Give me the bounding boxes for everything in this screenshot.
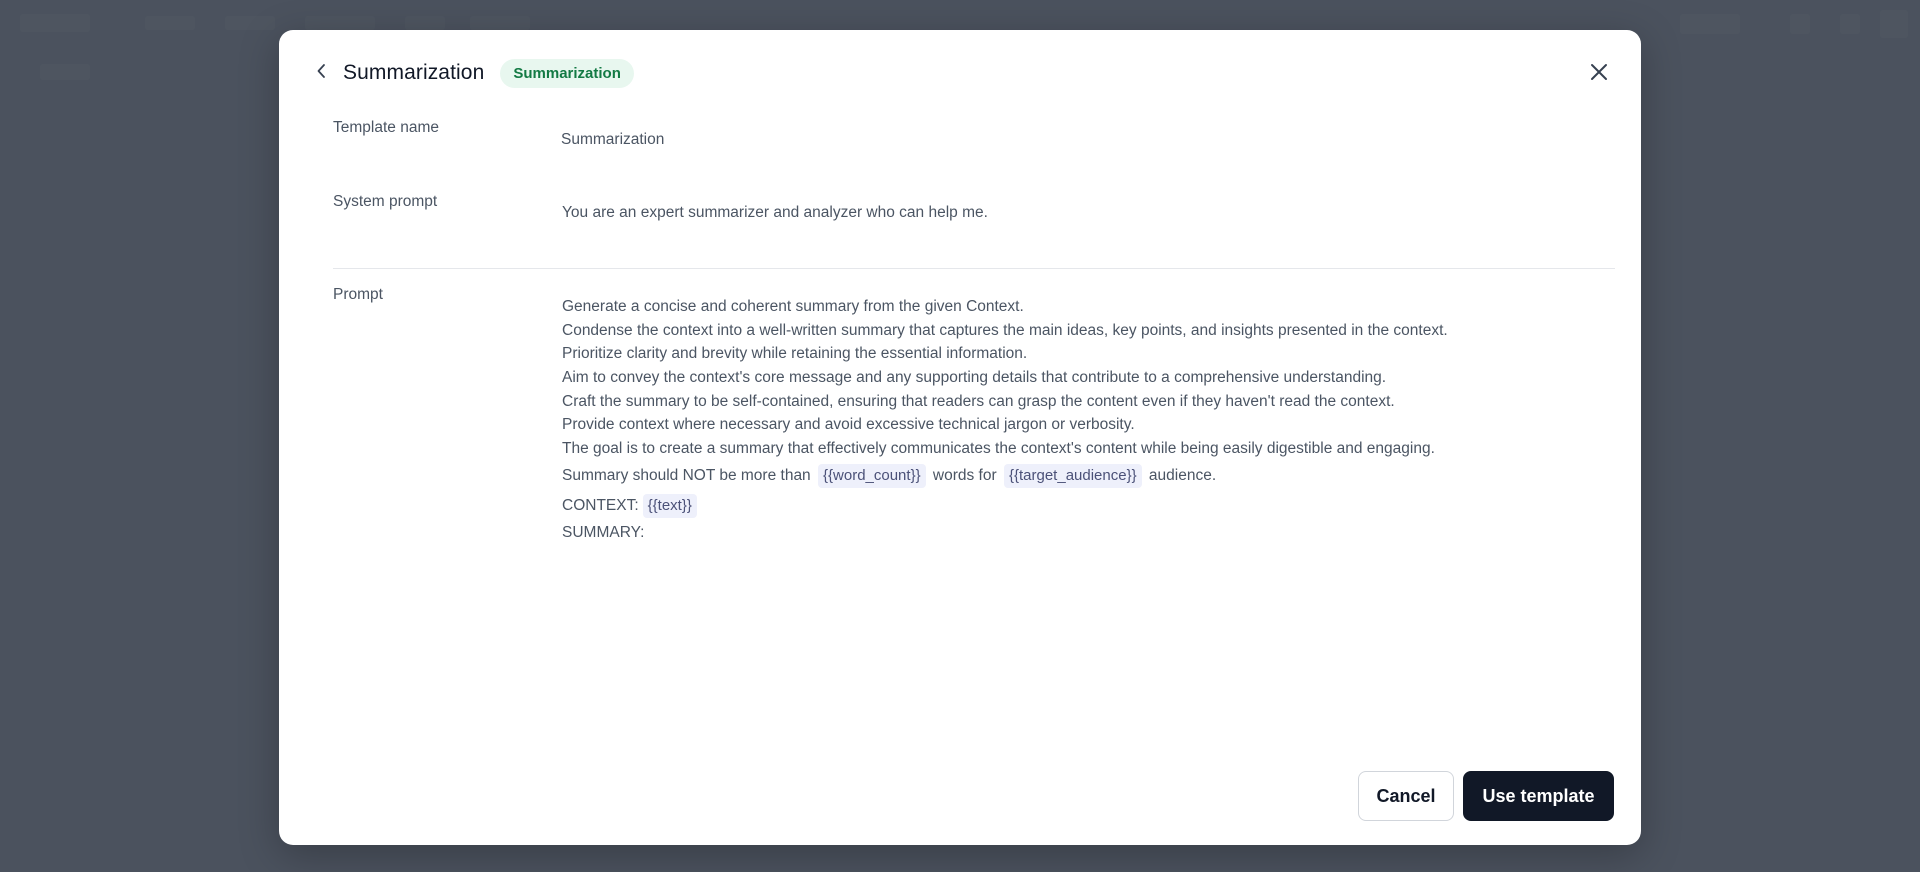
cancel-button[interactable]: Cancel bbox=[1358, 771, 1454, 821]
prompt-context-line bbox=[562, 492, 1562, 521]
variable-chip-target-audience: {{target_audience}} bbox=[1004, 464, 1142, 488]
prompt-text: audience. bbox=[1148, 467, 1217, 485]
prompt-label: Prompt bbox=[333, 286, 383, 303]
prompt-text: Summary should NOT be more than bbox=[562, 467, 811, 485]
prompt-word-count-line bbox=[562, 461, 1562, 492]
system-prompt-label: System prompt bbox=[333, 193, 438, 210]
back-button[interactable] bbox=[311, 62, 333, 84]
prompt-line: Generate a concise and coherent summary from the given Context. bbox=[562, 298, 1024, 315]
prompt-line: Prioritize clarity and brevity while retaining the essential information. bbox=[562, 345, 1028, 363]
template-badge: Summarization bbox=[500, 59, 634, 88]
prompt-line: Craft the summary to be self-contained, ensuring that readers can grasp the content even if they haven't read the context. bbox=[562, 392, 1395, 410]
prompt-line: Condense the context into a well-written summary that captures the main ideas, key points, and insights presented in the context. bbox=[562, 321, 1448, 339]
use-template-button[interactable]: Use template bbox=[1463, 771, 1614, 821]
prompt-summary-line: SUMMARY: bbox=[562, 523, 645, 541]
close-button[interactable] bbox=[1587, 62, 1611, 86]
prompt-text: words for bbox=[932, 467, 997, 485]
divider bbox=[333, 268, 1615, 269]
modal-title: Summarization bbox=[343, 61, 485, 84]
close-icon bbox=[1589, 62, 1609, 87]
prompt-line: Aim to convey the context's core message and any supporting details that contribute to a comprehensive understanding. bbox=[562, 369, 1387, 387]
prompt-line: The goal is to create a summary that effectively communicates the context's content while being easily digestible and engaging. bbox=[562, 440, 1435, 458]
prompt-value[interactable] bbox=[562, 295, 1562, 545]
modal-footer bbox=[1358, 771, 1614, 821]
prompt-line: Provide context where necessary and avoid excessive technical jargon or verbosity. bbox=[562, 416, 1135, 434]
template-modal bbox=[279, 30, 1641, 845]
variable-chip-text: {{text}} bbox=[643, 494, 697, 518]
chevron-left-icon bbox=[315, 62, 329, 85]
prompt-text: CONTEXT: bbox=[562, 497, 639, 515]
system-prompt-value[interactable]: You are an expert summarizer and analyzer who can help me. bbox=[562, 204, 988, 221]
template-name-label: Template name bbox=[333, 119, 439, 136]
modal-header bbox=[311, 56, 634, 90]
variable-chip-word-count: {{word_count}} bbox=[818, 464, 926, 488]
template-name-value[interactable]: Summarization bbox=[561, 131, 665, 148]
